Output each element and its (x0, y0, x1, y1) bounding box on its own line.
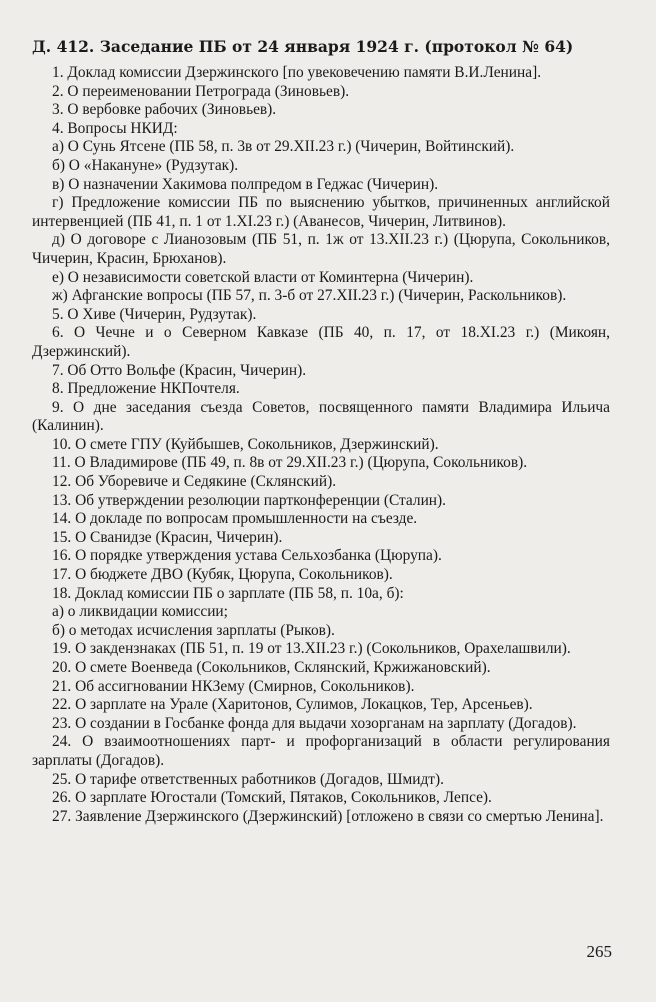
agenda-item: в) О назначении Хакимова полпредом в Геджас (Чичерин). (52, 175, 439, 193)
agenda-item: 3. О вербовке рабочих (Зиновьев). (52, 101, 277, 119)
agenda-item: б) о методах исчисления зарплаты (Рыков). (52, 621, 335, 639)
agenda-item: 15. О Сванидзе (Красин, Чичерин). (52, 528, 283, 546)
page-number: 265 (586, 942, 612, 961)
agenda-item: 23. О создании в Госбанке фонда для выдачи хозорганам на зарплату (Догадов). (52, 714, 577, 732)
agenda-item: 19. О закдензнаках (ПБ 51, п. 19 от 13.XII.23 г.) (Сокольников, Орахелашвили). (52, 640, 571, 658)
agenda-item: 6. О Чечне и о Северном Кавказе (ПБ 40, п. 17, от 18.XI.23 г.) (Микоян, Дзержинский). (32, 324, 610, 360)
agenda-item: г) Предложение комиссии ПБ по выяснению убытков, причиненных английской интервенцией (ПБ 41, п. 1 от 1.XI.23 г.) (Аванесов, Чичерин, Литвинов). (32, 194, 610, 230)
agenda-item: 10. О смете ГПУ (Куйбышев, Сокольников, Дзержинский). (52, 435, 439, 453)
agenda-item: 9. О дне заседания съезда Советов, посвященного памяти Владимира Ильича (Калинин). (32, 398, 610, 435)
agenda-item: 22. О зарплате на Урале (Харитонов, Сулимов, Локацков, Тер, Арсеньев). (52, 696, 533, 714)
agenda-item: 21. Об ассигновании НКЗему (Смирнов, Сокольников). (52, 677, 415, 695)
agenda-item: 16. О порядке утверждения устава Сельхозбанка (Цюрупа). (52, 547, 442, 565)
agenda-item: 1. Доклад комиссии Дзержинского [по увековечению памяти В.И.Ленина]. (52, 64, 542, 81)
agenda-item: б) О «Накануне» (Рудзутак). (52, 156, 239, 174)
agenda-item: 18. Доклад комиссии ПБ о зарплате (ПБ 58, п. 10а, б): (52, 584, 404, 602)
document-heading: Д. 412. Заседание ПБ от 24 января 1924 г. (протокол № 64) (32, 37, 574, 56)
agenda-item: 5. О Хиве (Чичерин, Рудзутак). (52, 305, 257, 323)
agenda-item: а) О Сунь Ятсене (ПБ 58, п. 3в от 29.XII.23 г.) (Чичерин, Войтинский). (52, 138, 515, 156)
agenda-item: д) О договоре с Лианозовым (ПБ 51, п. 1ж от 13.XII.23 г.) (Цюрупа, Сокольников, Чичерин, Красин, Брюханов). (32, 231, 610, 267)
agenda-list (32, 64, 610, 826)
agenda-item: е) О независимости советской власти от Коминтерна (Чичерин). (52, 268, 474, 286)
agenda-item: 7. Об Отто Вольфе (Красин, Чичерин). (52, 361, 307, 379)
document-page (32, 36, 610, 826)
agenda-item: 26. О зарплате Югостали (Томский, Пятаков, Сокольников, Лепсе). (52, 789, 492, 807)
agenda-item: 24. О взаимоотношениях парт- и профорганизаций в области регулирования зарплаты (Догадов). (32, 733, 610, 769)
agenda-item: ж) Афганские вопросы (ПБ 57, п. 3-б от 27.XII.23 г.) (Чичерин, Раскольников). (52, 287, 567, 305)
agenda-item: 14. О докладе по вопросам промышленности на съезде. (52, 510, 418, 528)
agenda-item: а) о ликвидации комиссии; (52, 603, 228, 621)
agenda-item: 17. О бюджете ДВО (Кубяк, Цюрупа, Сокольников). (52, 566, 393, 584)
agenda-item: 27. Заявление Дзержинского (Дзержинский) [отложено в связи со смертью Ленина]. (52, 807, 604, 825)
agenda-item: 20. О смете Военведа (Сокольников, Склянский, Кржижановский). (52, 659, 491, 676)
agenda-item: 8. Предложение НКПочтеля. (52, 380, 240, 398)
agenda-item: 13. Об утверждении резолюции партконференции (Сталин). (52, 491, 447, 509)
agenda-item: 2. О переименовании Петрограда (Зиновьев). (52, 82, 350, 100)
agenda-item: 4. Вопросы НКИД: (52, 119, 178, 137)
agenda-item: 12. Об Уборевиче и Седякине (Склянский). (52, 473, 337, 491)
agenda-item: 25. О тарифе ответственных работников (Догадов, Шмидт). (52, 770, 444, 788)
agenda-item: 11. О Владимирове (ПБ 49, п. 8в от 29.XII.23 г.) (Цюрупа, Сокольников). (52, 454, 528, 472)
